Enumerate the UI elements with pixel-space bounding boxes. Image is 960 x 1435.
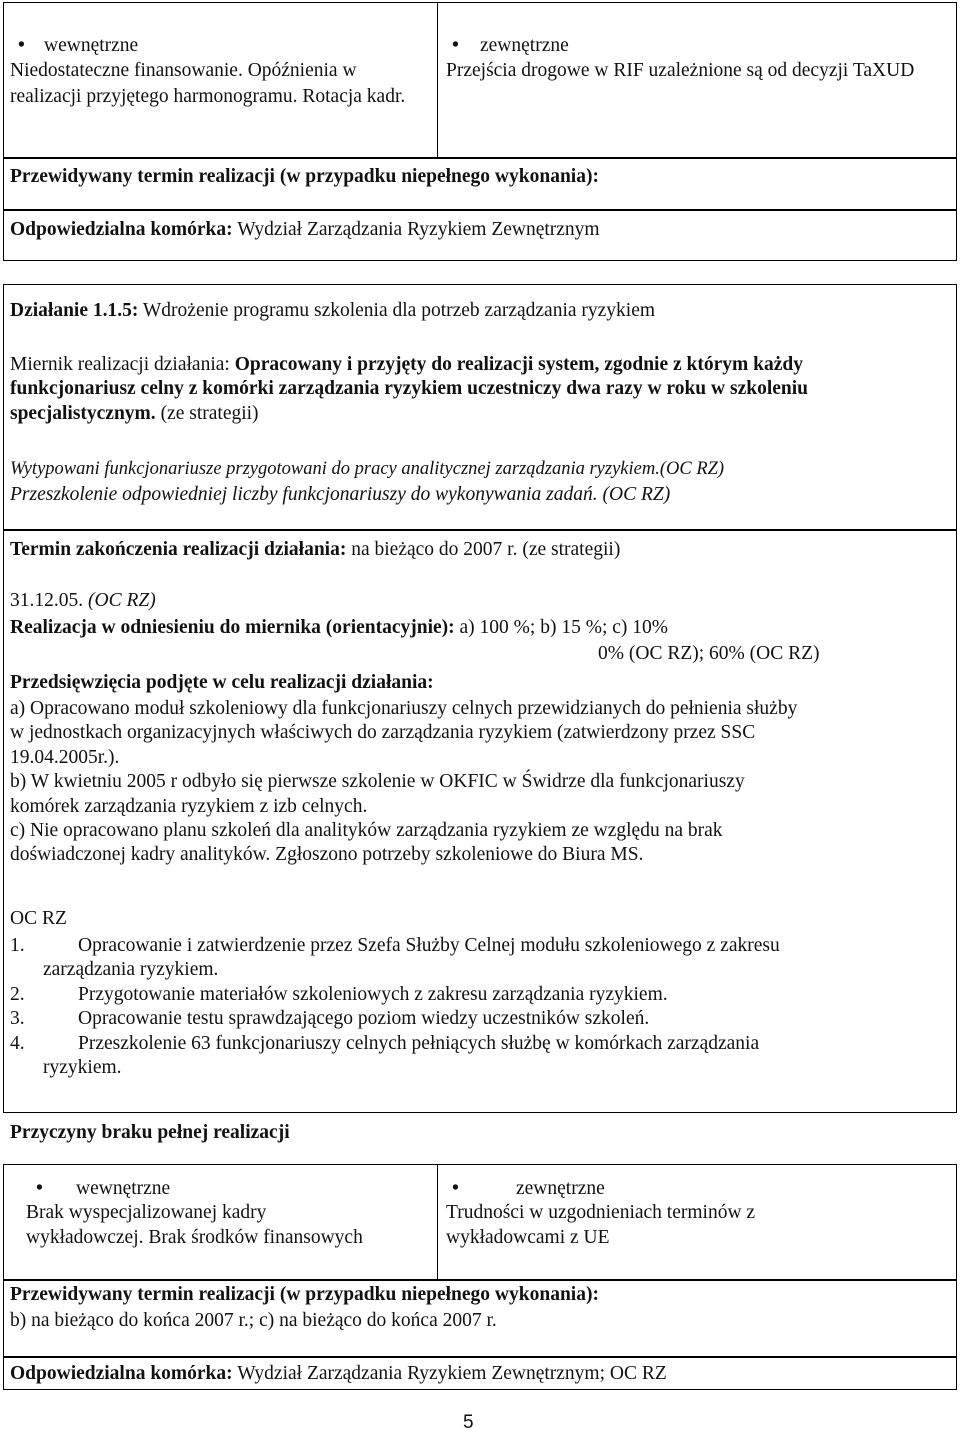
bottom-unit-label: Odpowiedzialna komórka: bbox=[10, 1363, 233, 1384]
progress-line bbox=[10, 616, 668, 640]
bottom-column-divider bbox=[437, 1164, 438, 1281]
bottom-external-line1: Trudności w uzgodnieniach terminów z bbox=[446, 1202, 756, 1224]
list-item bbox=[10, 934, 955, 983]
bottom-external-heading: zewnętrzne bbox=[516, 1178, 605, 1199]
step-a-1: a) Opracowano moduł szkoleniowy dla funkcjonariuszy celnych przewidzianych do pełnienia służby bbox=[10, 698, 798, 719]
external-heading: zewnętrzne bbox=[480, 35, 569, 56]
bottom-internal-cell bbox=[10, 1177, 430, 1250]
ocrz-heading: OC RZ bbox=[10, 908, 67, 929]
action-title: Wdrożenie programu szkolenia dla potrzeb zarządzania ryzykiem bbox=[142, 300, 656, 321]
step-c-1: c) Nie opracowano planu szkoleń dla analityków zarządzania ryzykiem ze względu na brak bbox=[10, 819, 723, 841]
unit-value: Wydział Zarządzania Ryzykiem Zewnętrznym bbox=[237, 219, 600, 240]
step-a-3: 19.04.2005r.). bbox=[10, 746, 120, 768]
measure-line2: funkcjonariusz celny z komórki zarządzania ryzykiem uczestniczy dwa razy w roku w szkoleniu bbox=[10, 378, 808, 400]
top-external-cell bbox=[446, 34, 946, 84]
list-text: Opracowanie i zatwierdzenie przez Szefa Służby Celnej modułu szkoleniowego z zakresu bbox=[78, 935, 780, 956]
measure-block bbox=[10, 353, 955, 426]
list-number: 2. bbox=[10, 983, 25, 1005]
internal-heading: wewnętrzne bbox=[44, 35, 139, 56]
list-text-cont: ryzykiem. bbox=[43, 1056, 122, 1078]
bottom-deadline-label: Przewidywany termin realizacji (w przypadku niepełnego wykonania): bbox=[10, 1284, 599, 1305]
list-text: Opracowanie testu sprawdzającego poziom wiedzy uczestników szkoleń. bbox=[78, 1008, 650, 1030]
bottom-internal-line2: wykładowczej. Brak środków finansowych bbox=[26, 1226, 363, 1248]
reasons-label: Przyczyny braku pełnej realizacji bbox=[10, 1122, 290, 1143]
italic-line1: Wytypowani funkcjonariusze przygotowani do pracy analitycznej zarządzania ryzykiem.(OC RZ) bbox=[10, 459, 725, 479]
progress-value: a) 100 %; b) 15 %; c) 10% bbox=[459, 617, 669, 638]
end-date: 31.12.05. bbox=[10, 590, 84, 611]
bullet-icon: • bbox=[36, 1178, 43, 1199]
measure-label: Miernik realizacji działania: bbox=[10, 354, 230, 375]
step-b-1: b) W kwietniu 2005 r odbyło się pierwsze szkolenie w OKFIC w Świdrze dla funkcjonariuszy bbox=[10, 771, 745, 793]
end-value: na bieżąco do 2007 r. (ze strategii) bbox=[351, 539, 621, 560]
list-number: 3. bbox=[10, 1008, 25, 1030]
top-deadline-label: Przewidywany termin realizacji (w przypadku niepełnego wykonania): bbox=[10, 166, 599, 187]
list-text: Przygotowanie materiałów szkoleniowych z zakresu zarządzania ryzykiem. bbox=[78, 983, 668, 1005]
end-line bbox=[10, 538, 620, 562]
list-number: 1. bbox=[10, 935, 25, 956]
progress-label: Realizacja w odniesieniu do miernika (orientacyjnie): bbox=[10, 617, 455, 638]
list-text-cont: zarządzania ryzykiem. bbox=[43, 959, 219, 981]
action-title-line bbox=[10, 299, 655, 323]
top-unit-line bbox=[10, 218, 600, 242]
top-internal-cell bbox=[10, 34, 430, 109]
list-item bbox=[10, 1032, 955, 1081]
steps-block bbox=[10, 697, 955, 868]
step-a-2: w jednostkach organizacyjnych właściwych do zarządzania ryzykiem (zatwierdzony przez SSC bbox=[10, 722, 756, 744]
page-number: 5 bbox=[463, 1412, 474, 1433]
measure-line1: Opracowany i przyjęty do realizacji system, zgodnie z którym każdy bbox=[234, 354, 803, 375]
bottom-unit-line bbox=[10, 1362, 667, 1386]
internal-text: Niedostateczne finansowanie. Opóźnienia w realizacji przyjętego harmonogramu. Rotacja kadr. bbox=[10, 60, 406, 107]
bottom-internal-heading: wewnętrzne bbox=[76, 1178, 171, 1199]
progress-value2: 0% (OC RZ); 60% (OC RZ) bbox=[598, 643, 820, 664]
ocrz-list bbox=[10, 934, 955, 1080]
action-label: Działanie 1.1.5: bbox=[10, 300, 139, 321]
list-item bbox=[10, 983, 955, 1007]
bottom-unit-value: Wydział Zarządzania Ryzykiem Zewnętrznym; OC RZ bbox=[237, 1363, 667, 1384]
bullet-icon: • bbox=[452, 35, 459, 56]
step-c-2: doświadczonej kadry analityków. Zgłoszono potrzeby szkoleniowe do Biura MS. bbox=[10, 844, 644, 866]
top-column-divider bbox=[437, 2, 438, 159]
bottom-deadline-value: b) na bieżąco do końca 2007 r.; c) na bieżąco do końca 2007 r. bbox=[10, 1310, 497, 1331]
step-b-2: komórek zarządzania ryzykiem z izb celnych. bbox=[10, 795, 368, 817]
bottom-internal-line1: Brak wyspecjalizowanej kadry bbox=[26, 1202, 267, 1224]
external-text: Przejścia drogowe w RIF uzależnione są od decyzji TaXUD bbox=[446, 60, 915, 82]
bottom-external-line2: wykładowcami z UE bbox=[446, 1226, 610, 1248]
list-text: Przeszkolenie 63 funkcjonariuszy celnych pełniących służbę w komórkach zarządzania bbox=[78, 1032, 760, 1054]
end-label: Termin zakończenia realizacji działania: bbox=[10, 539, 347, 560]
steps-label: Przedsięwzięcia podjęte w celu realizacji działania: bbox=[10, 672, 434, 693]
list-number: 4. bbox=[10, 1032, 25, 1054]
end-date-source: (OC RZ) bbox=[88, 590, 156, 611]
list-item bbox=[10, 1007, 955, 1031]
measure-source: (ze strategii) bbox=[160, 402, 259, 424]
end-date-line bbox=[10, 589, 156, 613]
bullet-icon: • bbox=[18, 35, 25, 56]
bullet-icon: • bbox=[452, 1178, 459, 1199]
bottom-external-cell bbox=[446, 1177, 946, 1250]
unit-label: Odpowiedzialna komórka: bbox=[10, 219, 233, 240]
italic-line2: Przeszkolenie odpowiedniej liczby funkcjonariuszy do wykonywania zadań. (OC RZ) bbox=[10, 484, 671, 505]
measure-line3: specjalistycznym. bbox=[10, 402, 156, 424]
